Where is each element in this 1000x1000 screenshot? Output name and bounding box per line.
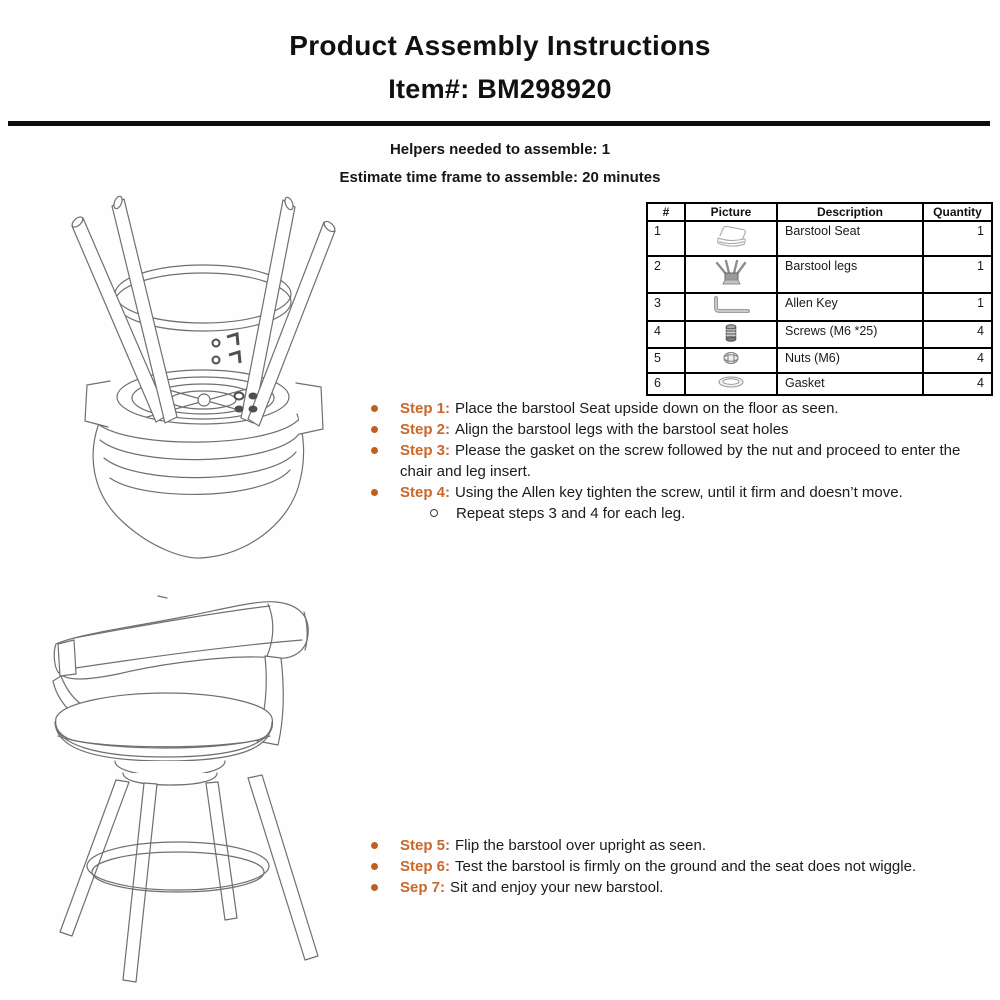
col-header-number: #: [647, 203, 685, 221]
bullet-icon: [366, 856, 400, 870]
part-description: Gasket: [777, 373, 923, 395]
step-label: Step 6:: [400, 858, 451, 875]
col-header-picture: Picture: [685, 203, 777, 221]
substep-item: [366, 503, 990, 524]
time-estimate-line: Estimate time frame to assemble: 20 minutes: [339, 169, 661, 186]
part-description: Barstool Seat: [777, 221, 923, 256]
barstool-legs-sketch-icon: [713, 258, 749, 288]
upright-barstool-illustration: [18, 588, 353, 988]
parts-table-container: [646, 202, 993, 396]
part-quantity: 4: [923, 373, 992, 395]
part-number: 6: [647, 373, 685, 395]
upside-down-barstool-sketch-icon: [28, 188, 360, 570]
part-description: Barstool legs: [777, 256, 923, 293]
step-label: Step 4:: [400, 484, 451, 501]
step-item-6: [366, 856, 994, 877]
part-quantity: 1: [923, 256, 992, 293]
assembly-steps-5-7: [366, 835, 994, 898]
part-number: 5: [647, 348, 685, 373]
allen-key-sketch-icon: [708, 295, 754, 316]
part-number: 2: [647, 256, 685, 293]
assembly-steps-1-4: [366, 398, 990, 524]
table-row: [647, 293, 992, 321]
part-quantity: 4: [923, 348, 992, 373]
step-item-5: [366, 835, 994, 856]
parts-table: [646, 202, 993, 396]
step-text: Using the Allen key tighten the screw, until it firm and doesn’t move.: [455, 484, 903, 501]
step-text: Flip the barstool over upright as seen.: [455, 837, 706, 854]
part-quantity: 1: [923, 221, 992, 256]
table-row: [647, 256, 992, 293]
step-label: Sep 7:: [400, 879, 446, 896]
bullet-icon: [366, 482, 400, 496]
helpers-needed-line: Helpers needed to assemble: 1: [389, 141, 611, 158]
table-row: [647, 373, 992, 395]
barstool-seat-sketch-icon: [711, 223, 751, 251]
table-row: [647, 348, 992, 373]
part-number: 3: [647, 293, 685, 321]
bullet-icon: [366, 419, 400, 433]
step-label: Step 3:: [400, 442, 451, 459]
bullet-icon: [366, 877, 400, 891]
page-title: Product Assembly Instructions: [289, 30, 711, 61]
bullet-icon: [366, 398, 400, 412]
header-divider-rule: [8, 121, 990, 126]
step-text: Please the gasket on the screw followed by the nut and proceed to enter the chair and leg insert.: [400, 442, 961, 480]
upside-down-barstool-illustration: [28, 188, 360, 570]
item-number: Item#: BM298920: [388, 74, 612, 104]
step-item-2: [366, 419, 990, 440]
part-quantity: 1: [923, 293, 992, 321]
gasket-sketch-icon: [716, 375, 746, 389]
upright-barstool-sketch-icon: [18, 588, 353, 988]
step-text: Test the barstool is firmly on the ground and the seat does not wiggle.: [455, 858, 917, 875]
step-label: Step 5:: [400, 837, 451, 854]
step-label: Step 2:: [400, 421, 451, 438]
nut-sketch-icon: [721, 350, 741, 366]
step-text: Align the barstool legs with the barstool seat holes: [455, 421, 789, 438]
substep-text: Repeat steps 3 and 4 for each leg.: [456, 505, 686, 522]
screw-sketch-icon: [723, 323, 739, 343]
col-header-description: Description: [777, 203, 923, 221]
step-item-3: [366, 440, 990, 482]
bullet-icon: [366, 440, 400, 454]
step-item-7: [366, 877, 994, 898]
step-item-4: [366, 482, 990, 503]
table-row: [647, 321, 992, 348]
part-number: 4: [647, 321, 685, 348]
circle-bullet-icon: [366, 503, 456, 517]
step-item-1: [366, 398, 990, 419]
screw-callout-icons: [213, 334, 241, 364]
part-description: Nuts (M6): [777, 348, 923, 373]
col-header-quantity: Quantity: [923, 203, 992, 221]
part-description: Allen Key: [777, 293, 923, 321]
step-label: Step 1:: [400, 400, 451, 417]
part-number: 1: [647, 221, 685, 256]
part-description: Screws (M6 *25): [777, 321, 923, 348]
step-text: Sit and enjoy your new barstool.: [450, 879, 664, 896]
step-text: Place the barstool Seat upside down on the floor as seen.: [455, 400, 839, 417]
table-row: [647, 221, 992, 256]
bullet-icon: [366, 835, 400, 849]
part-quantity: 4: [923, 321, 992, 348]
